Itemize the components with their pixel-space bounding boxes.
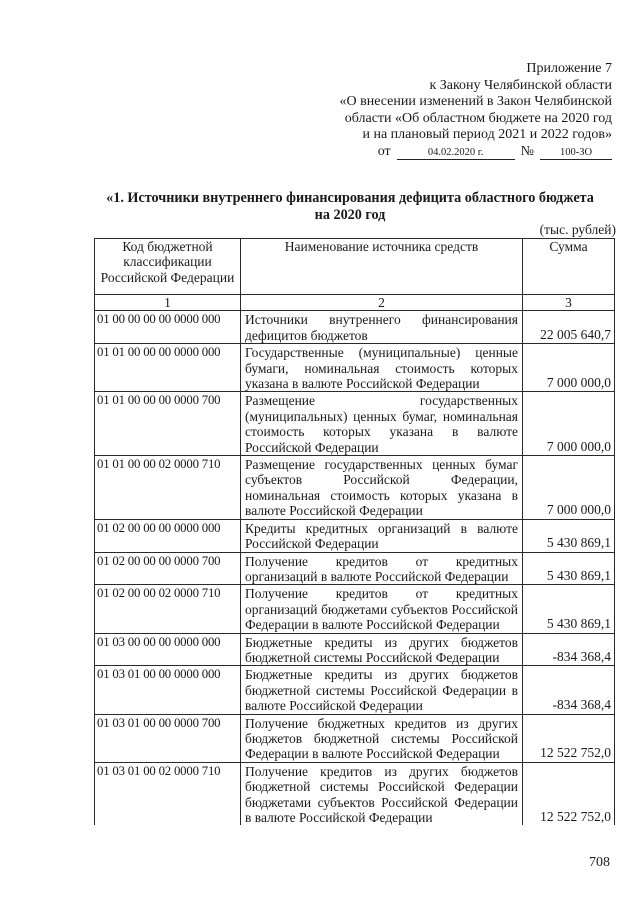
column-header-sum: Сумма: [523, 239, 615, 295]
column-number-1: 1: [95, 295, 241, 311]
budget-code: 01 03 01 00 00 0000 700: [95, 714, 241, 762]
amount: 5 430 869,1: [523, 552, 615, 585]
budget-code: 01 02 00 00 02 0000 710: [95, 585, 241, 633]
amount: 22 005 640,7: [523, 311, 615, 344]
units-label: (тыс. рублей): [539, 222, 616, 237]
source-name: Получение бюджетных кредитов из других бюджетов бюджетной системы Российской Федерации в валюте Российской Федерации: [241, 714, 523, 762]
section-title: [100, 190, 600, 224]
source-name: Получение кредитов от кредитных организаций в валюте Российской Федерации: [241, 552, 523, 585]
financing-sources-table: [94, 238, 615, 825]
source-name: Кредиты кредитных организаций в валюте Российской Федерации: [241, 519, 523, 552]
appendix-header: [252, 61, 612, 160]
table-row: [95, 666, 615, 714]
law-title-line-3: и на плановый период 2021 и 2022 годов»: [362, 127, 612, 142]
column-number-3: 3: [523, 295, 615, 311]
source-name: Получение кредитов из других бюджетов бюджетной системы Российской Федерации бюджетами субъектов Российской Федерации в валюте Российской Федерации: [241, 762, 523, 825]
budget-code: 01 03 00 00 00 0000 000: [95, 633, 241, 666]
table-row: [95, 392, 615, 456]
budget-code: 01 02 00 00 00 0000 700: [95, 552, 241, 585]
table-row: [95, 552, 615, 585]
budget-code: 01 02 00 00 00 0000 000: [95, 519, 241, 552]
source-name: Размещение государственных (муниципальных) ценных бумаг, номинальная стоимость которых указана в валюте Российской Федерации: [241, 392, 523, 456]
amount: 12 522 752,0: [523, 762, 615, 825]
page-number: 708: [589, 855, 610, 870]
law-reference: к Закону Челябинской области: [429, 77, 612, 93]
budget-code: 01 00 00 00 00 0000 000: [95, 311, 241, 344]
budget-code: 01 03 01 00 02 0000 710: [95, 762, 241, 825]
law-date-number: [252, 144, 612, 161]
law-date: 04.02.2020 г.: [397, 147, 515, 160]
amount: -834 368,4: [523, 633, 615, 666]
source-name: Государственные (муниципальные) ценные бумаги, номинальная стоимость которых указана в валюте Российской Федерации: [241, 344, 523, 392]
budget-code: 01 01 00 00 02 0000 710: [95, 456, 241, 520]
amount: 12 522 752,0: [523, 714, 615, 762]
source-name: Бюджетные кредиты из других бюджетов бюджетной системы Российской Федерации: [241, 633, 523, 666]
amount: 5 430 869,1: [523, 519, 615, 552]
table-row: [95, 519, 615, 552]
table-row: [95, 762, 615, 825]
table-row: [95, 633, 615, 666]
source-name: Размещение государственных ценных бумаг субъектов Российской Федерации, номинальная стоимость которых указана в валюте Российской Федерации: [241, 456, 523, 520]
section-title-line-1: «1. Источники внутреннего финансирования дефицита областного бюджета: [106, 190, 594, 206]
budget-code: 01 01 00 00 00 0000 000: [95, 344, 241, 392]
table-row: [95, 585, 615, 633]
law-title-line-1: «О внесении изменений в Закон Челябинской: [339, 94, 612, 109]
table-row: [95, 714, 615, 762]
table-row: [95, 344, 615, 392]
source-name: Источники внутреннего финансирования дефицитов бюджетов: [241, 311, 523, 344]
amount: 7 000 000,0: [523, 392, 615, 456]
budget-code: 01 01 00 00 00 0000 700: [95, 392, 241, 456]
amount: -834 368,4: [523, 666, 615, 714]
source-name: Бюджетные кредиты из других бюджетов бюджетной системы Российской Федерации в валюте Российской Федерации: [241, 666, 523, 714]
amount: 7 000 000,0: [523, 344, 615, 392]
number-sign: №: [520, 143, 534, 159]
section-title-line-2: на 2020 год: [314, 207, 386, 223]
amount: 7 000 000,0: [523, 456, 615, 520]
from-label: от: [377, 143, 391, 159]
source-name: Получение кредитов от кредитных организаций бюджетами субъектов Российской Федерации в валюте Российской Федерации: [241, 585, 523, 633]
appendix-title: Приложение 7: [526, 61, 612, 76]
law-title-line-2: области «Об областном бюджете на 2020 год: [344, 110, 612, 126]
column-header-code: Код бюджетной классификации Российской Федерации: [95, 239, 241, 295]
column-number-2: 2: [241, 295, 523, 311]
amount: 5 430 869,1: [523, 585, 615, 633]
budget-code: 01 03 01 00 00 0000 000: [95, 666, 241, 714]
column-header-name: Наименование источника средств: [241, 239, 523, 295]
table-row: [95, 311, 615, 344]
law-number: 100-ЗО: [540, 147, 612, 160]
table-row: [95, 456, 615, 520]
